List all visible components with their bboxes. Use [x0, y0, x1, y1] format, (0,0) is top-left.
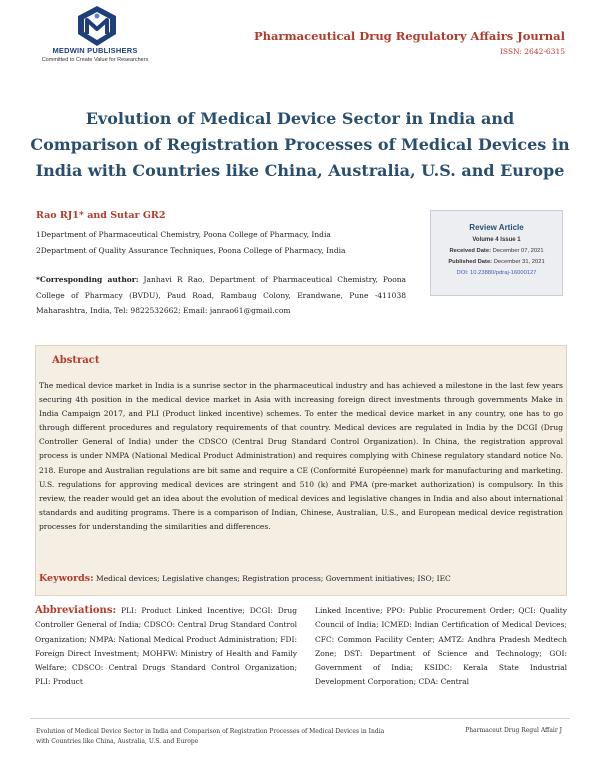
article-title: Evolution of Medical Device Sector in India and Comparison of Registration Processes of Medical Devices in India with Countries like China, Australia, U.S. and Europe [30, 109, 570, 180]
article-type: Review Article [469, 223, 524, 232]
keywords-heading: Keywords: [39, 573, 94, 584]
keywords [39, 573, 563, 584]
doi-link[interactable]: DOI: 10.23880/pdraj-16000127 [456, 270, 537, 276]
abstract-heading: Abstract [52, 355, 100, 366]
abbreviations-text-left: PLI: Product Linked Incentive; DCGI: Drug Controller General of India; CDSCO: Central Drug Standard Control Organization; NMPA: National Medical Product Administration; FDI: Foreign Direct Investment; MOHFW: Ministry of Health and Family Welfare; CDSCO: Central Drugs Standard Control Organization; PLI: Product [35, 606, 298, 687]
affiliation-2: 2Department of Quality Assurance Techniques, Poona College of Pharmacy, India [36, 246, 346, 255]
abbreviations-heading: Abbreviations: [35, 605, 117, 616]
affiliation-1: 1Department of Pharmaceutical Chemistry, Poona College of Pharmacy, India [36, 230, 331, 239]
corresponding-label: *Corresponding author: [36, 275, 139, 284]
corresponding-details: Janhavi R Rao, Department of Pharmaceutical Chemistry, Poona College of Pharmacy (BVDU), Paud Road, Rambaug Colony, Erandwane, Pune -411038 Maharashtra, India, Tel: 9822532662; Email: janrao61@gmail.com [36, 275, 407, 315]
journal-issn: ISSN: 2642-6315 [499, 47, 565, 56]
received-date: Received Date: December 07, 2021 [449, 248, 544, 254]
author-list: Rao RJ1* and Sutar GR2 [36, 210, 166, 221]
medwin-logo-icon [72, 4, 122, 48]
publisher-tagline: Committed to Create Value for Researchers [41, 57, 149, 63]
footer-journal-abbrev: Pharmaceut Drug Regul Affair J [465, 727, 562, 734]
volume-issue: Volume 4 Issue 1 [472, 237, 521, 243]
published-date: Published Date: December 31, 2021 [448, 259, 545, 265]
abbreviations-right-column: Linked Incentive; PPO: Public Procurement Order; QCI: Quality Council of India; ICMED: Indian Certification of Medical Devices; CFC: Common Facility Center; AMTZ: Andhra Pradesh Medtech Zone; DST: Department of Science and Technology; GOI: Government of India; KSIDC: Kerala State Industrial Development Corporation; CDA: Central [315, 606, 567, 687]
corresponding-author [36, 272, 406, 319]
abstract-body: The medical device market in India is a sunrise sector in the pharmaceutical industry and has achieved a milestone in the last few years securing 4th position in the medical device market in Asia with increasing foreign direct investments through governments Make in India Campaign 2017, and PLI (Product linked incentive) schemes. To enter the medical device market in any country, one has to go through different procedures and regulatory requirements of that country. Medical devices are regulated in India by the DCGI (Drug Controller General of India) under the CDSCO (Central Drug Standard Control Organization). In China, the registration approval process is under NMPA (National Medical Product Administration) and requires complying with Chinese regulatory standard notice No. 218. Europe and Australian regulations are bit same and require a CE (Conformité Européenne) mark for manufacturing and marketing. U.S. regulations for approving medical devices are stringent and 510 (k) and PMA (pre-market authorization) is compulsory. In this review, the reader would get an idea about the evolution of medical devices and legislative changes in India and also about international standards and auditing programs. There is a comparison of Indian, Chinese, Australian, U.S., and European medical device registration processes for understanding the similarities and differences. [39, 381, 563, 531]
abbreviations-left-column [35, 604, 297, 690]
publisher-name: MEDWIN PUBLISHERS [52, 46, 138, 55]
keywords-list: Medical devices; Legislative changes; Registration process; Government initiatives; ISO; IEC [96, 574, 451, 583]
footer-article-title: Evolution of Medical Device Sector in India and Comparison of Registration Processes of Medical Devices in India with Countries like China, Australia, U.S. and Europe [36, 728, 385, 745]
article-info-box [430, 210, 563, 296]
footer-divider [30, 718, 570, 719]
journal-title: Pharmaceutical Drug Regulatory Affairs Journal [253, 29, 565, 43]
